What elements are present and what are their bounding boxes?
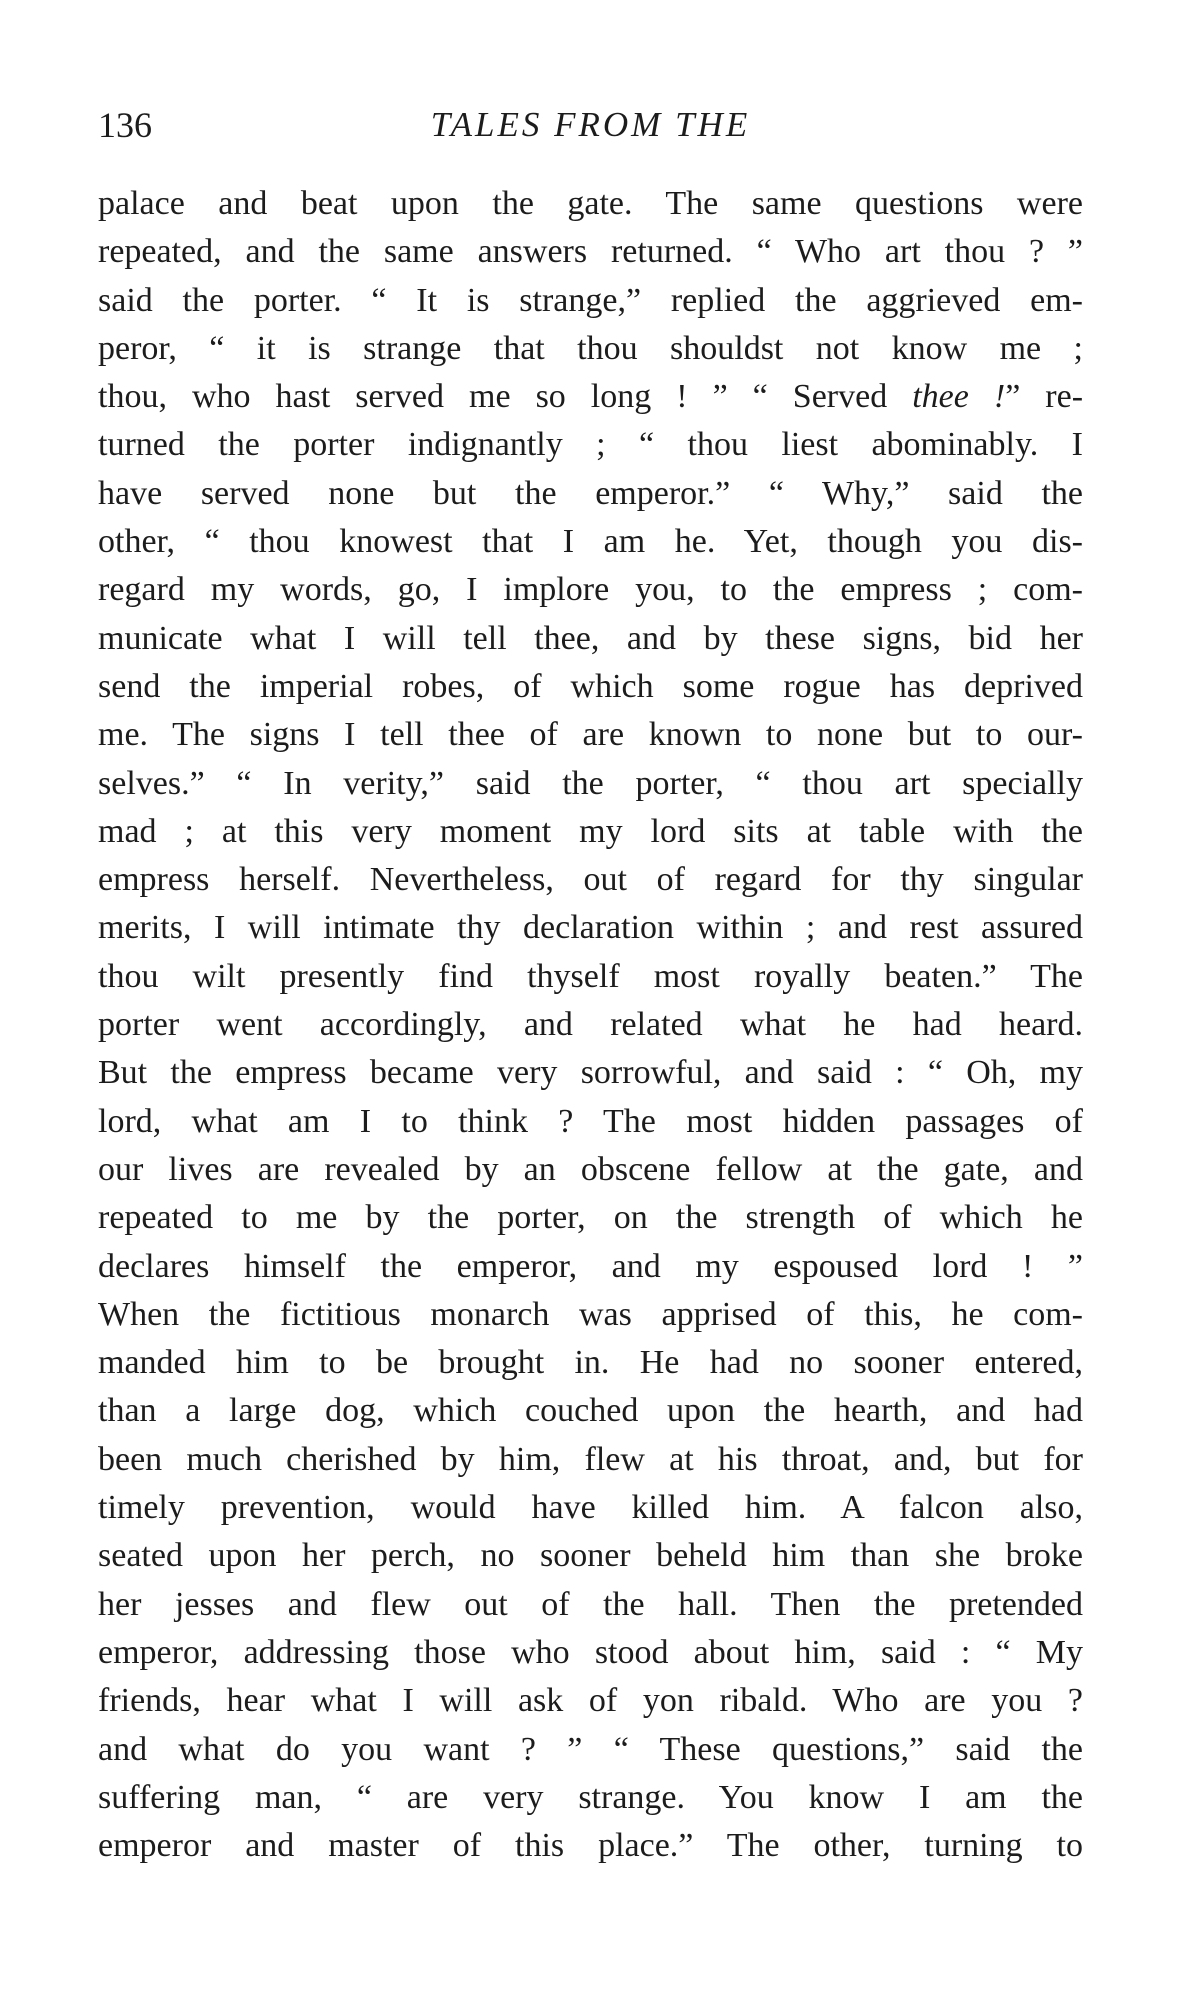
text-line: me. The signs I tell thee of are known to none but to our- [98,716,1083,754]
text-line: been much cherished by him, flew at his throat, and, but for [98,1440,1083,1478]
text-line: timely prevention, would have killed him. A falcon also, [98,1489,1083,1527]
text-line: manded him to be brought in. He had no sooner entered, [98,1344,1083,1382]
text-line: municate what I will tell thee, and by these signs, bid her [98,619,1083,657]
text-line: emperor and master of this place.” The other, turning to [98,1827,1083,1865]
text-line: lord, what am I to think ? The most hidden passages of [98,1102,1083,1140]
text-line: repeated, and the same answers returned. “ Who art thou ? ” [98,233,1083,271]
body-text [98,180,1083,1870]
text-line: emperor, addressing those who stood about him, said : “ My [98,1633,1083,1671]
text-line: merits, I will intimate thy declaration within ; and rest assured [98,909,1083,947]
text-line [98,373,1083,421]
text-line: and what do you want ? ” “ These questions,” said the [98,1730,1083,1768]
text-line: peror, “ it is strange that thou shouldst not know me ; [98,329,1083,367]
text-line: her jesses and flew out of the hall. Then the pretended [98,1585,1083,1623]
text-line: mad ; at this very moment my lord sits at table with the [98,812,1083,850]
page-header [98,100,1083,150]
text-line: suffering man, “ are very strange. You know I am the [98,1778,1083,1816]
text-line: repeated to me by the porter, on the strength of which he [98,1199,1083,1237]
text-line: seated upon her perch, no sooner beheld him than she broke [98,1537,1083,1575]
text-line: porter went accordingly, and related what he had heard. [98,1006,1083,1044]
text-line: palace and beat upon the gate. The same questions were [98,185,1083,222]
text-line: said the porter. “ It is strange,” replied the aggrieved em- [98,281,1083,319]
text-line: When the fictitious monarch was apprised of this, he com- [98,1295,1083,1333]
text-line: turned the porter indignantly ; “ thou liest abominably. I [98,426,1083,464]
text-line: other, “ thou knowest that I am he. Yet, though you dis- [98,523,1083,561]
text-line: empress herself. Nevertheless, out of regard for thy singular [98,861,1083,899]
page-number: 136 [98,105,152,145]
text-line: have served none but the emperor.” “ Why,” said the [98,474,1083,512]
text-line: friends, hear what I will ask of yon ribald. Who are you ? [98,1682,1083,1720]
text-segment: ” re- [1005,378,1083,416]
italic-word: thee ! [912,378,1006,416]
text-line: But the empress became very sorrowful, and said : “ Oh, my [98,1054,1083,1092]
text-line: our lives are revealed by an obscene fellow at the gate, and [98,1150,1083,1188]
running-head: TALES FROM THE [430,105,751,144]
text-line: declares himself the emperor, and my espoused lord ! ” [98,1247,1083,1285]
text-line: send the imperial robes, of which some rogue has deprived [98,667,1083,705]
text-line: thou wilt presently find thyself most royally beaten.” The [98,957,1083,995]
text-line: selves.” “ In verity,” said the porter, “ thou art specially [98,764,1083,802]
text-line: than a large dog, which couched upon the hearth, and had [98,1392,1083,1430]
text-line: regard my words, go, I implore you, to the empress ; com- [98,571,1083,609]
text-segment: thou, who hast served me so long ! ” “ Served [98,378,888,416]
